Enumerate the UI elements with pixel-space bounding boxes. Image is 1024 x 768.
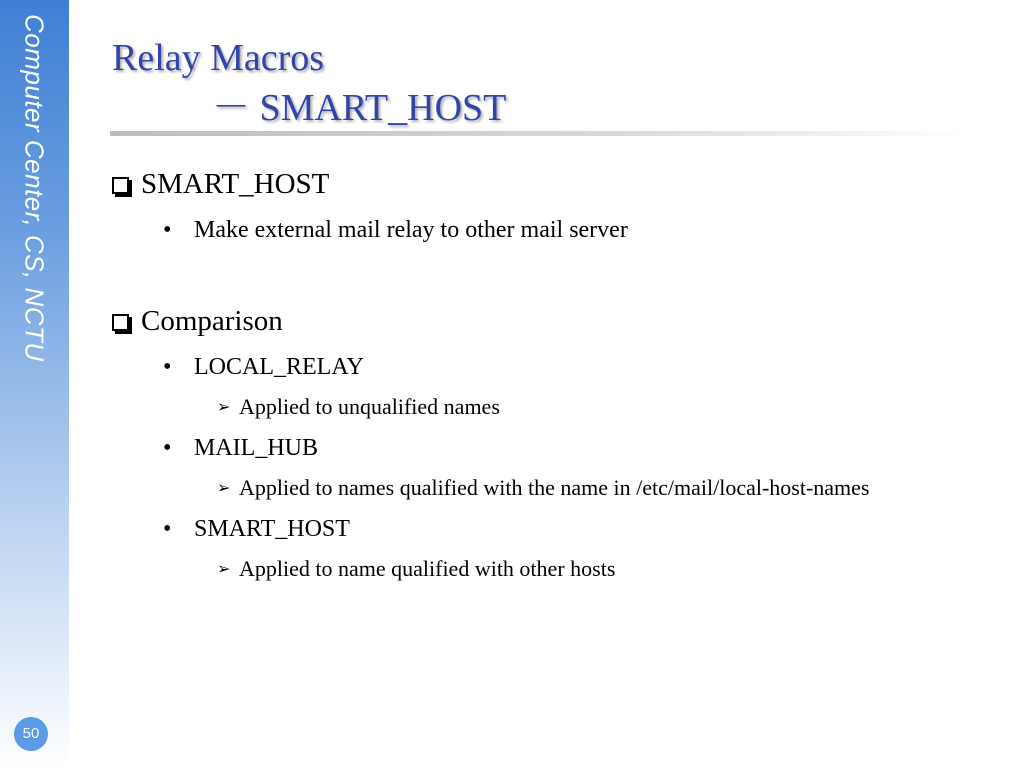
sidebar-band (0, 0, 69, 768)
checkbox-bullet-icon (112, 177, 129, 194)
sub-bullet-item: ➢ Applied to names qualified with the name in /etc/mail/local-host-names (217, 474, 870, 503)
page-number-badge: 50 (14, 717, 48, 751)
arrow-bullet-icon: ➢ (217, 399, 231, 416)
sub-bullet-item: ➢ Applied to name qualified with other hosts (217, 555, 615, 584)
title-line-2: － SMART_HOST (212, 87, 507, 129)
bullet-dot-icon: • (163, 516, 172, 542)
sub-bullet-item: ➢ Applied to unqualified names (217, 393, 500, 422)
section-heading-comparison: Comparison (112, 304, 283, 338)
bullet-item: • SMART_HOST (163, 516, 350, 542)
bullet-dot-icon: • (163, 217, 172, 243)
slide-title (112, 33, 506, 133)
bullet-dot-icon: • (163, 354, 172, 380)
section-heading-smart-host: SMART_HOST (112, 167, 329, 201)
checkbox-bullet-icon (112, 314, 129, 331)
arrow-bullet-icon: ➢ (217, 480, 231, 497)
sidebar-label: Computer Center, CS, NCTU (19, 14, 50, 362)
bullet-item: • LOCAL_RELAY (163, 354, 364, 380)
bullet-item: • MAIL_HUB (163, 435, 318, 461)
arrow-bullet-icon: ➢ (217, 561, 231, 578)
title-line-1: Relay Macros (112, 37, 325, 79)
bullet-item: • Make external mail relay to other mail server (163, 217, 628, 243)
title-underline (110, 131, 970, 136)
bullet-dot-icon: • (163, 435, 172, 461)
